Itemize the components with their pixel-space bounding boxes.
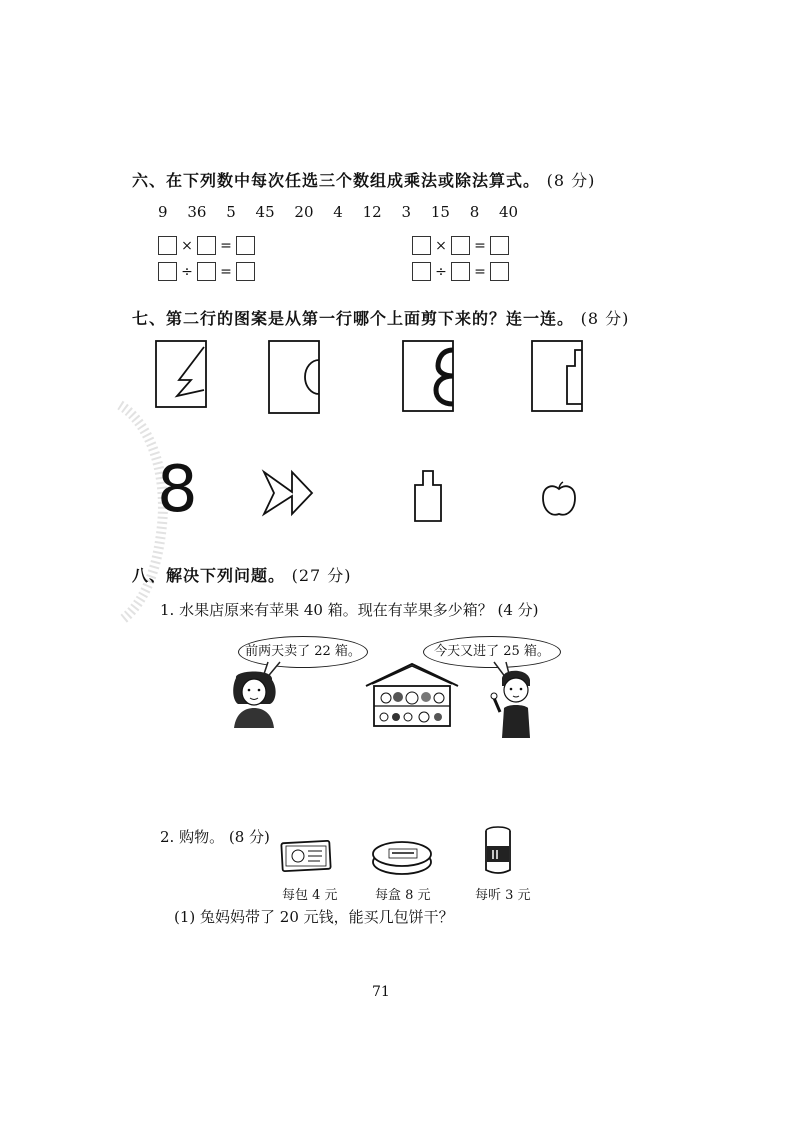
answer-box[interactable] xyxy=(451,236,470,255)
price-cookie-box: 每盒 8 元 xyxy=(375,888,431,903)
times-sign: × xyxy=(181,237,193,254)
boy-illustration xyxy=(490,668,540,740)
answer-box[interactable] xyxy=(197,262,216,281)
number-item: 12 xyxy=(362,203,382,221)
girl-illustration xyxy=(228,668,280,730)
equals-sign: = xyxy=(220,237,232,254)
speech-bubble-right-text: 今天又进了 25 箱。 xyxy=(434,644,550,659)
shape-bottle[interactable] xyxy=(413,470,443,522)
question-2 xyxy=(160,826,270,847)
drink-can-icon xyxy=(484,826,512,876)
section8-title: 八、解决下列问题。 xyxy=(132,566,286,585)
division-equation-left xyxy=(158,262,255,281)
answer-box[interactable] xyxy=(490,236,509,255)
divide-sign: ÷ xyxy=(435,263,447,280)
section8-points: (27 分) xyxy=(291,566,352,585)
question-2-points: (8 分) xyxy=(228,828,270,846)
section8-heading xyxy=(132,563,352,586)
answer-box[interactable] xyxy=(451,262,470,281)
shape-double-arrow[interactable] xyxy=(262,470,314,516)
page-number: 71 xyxy=(372,984,390,1000)
number-item: 36 xyxy=(187,203,207,221)
question-2-sub1: (1) 兔妈妈带了 20 元钱，能买几包饼干？ xyxy=(174,908,454,926)
price-biscuit: 每包 4 元 xyxy=(282,888,338,903)
section6-heading xyxy=(132,168,595,191)
section7-points: (8 分) xyxy=(580,309,630,328)
multiplication-equation-right xyxy=(412,236,509,255)
equals-sign: = xyxy=(474,237,486,254)
times-sign: × xyxy=(435,237,447,254)
number-item: 8 xyxy=(469,203,480,221)
answer-box[interactable] xyxy=(490,262,509,281)
answer-box[interactable] xyxy=(236,262,255,281)
section6-title: 六、在下列数中每次任选三个数组成乘法或除法算式。 xyxy=(132,171,541,190)
question-1 xyxy=(160,599,539,620)
number-item: 9 xyxy=(158,203,168,221)
cut-card-zigzag[interactable] xyxy=(155,340,207,408)
equals-sign: = xyxy=(220,263,232,280)
price-drink: 每听 3 元 xyxy=(475,888,531,903)
answer-box[interactable] xyxy=(197,236,216,255)
cut-card-semicircle[interactable] xyxy=(268,340,320,414)
number-item: 45 xyxy=(255,203,275,221)
answer-box[interactable] xyxy=(158,262,177,281)
cookie-box-icon xyxy=(371,838,433,876)
number-item: 20 xyxy=(294,203,314,221)
number-item: 15 xyxy=(430,203,450,221)
section7-heading xyxy=(132,306,629,329)
shape-eight[interactable]: 8 xyxy=(157,453,198,527)
question-2-title: 2. 购物。 xyxy=(160,828,225,846)
answer-box[interactable] xyxy=(236,236,255,255)
answer-box[interactable] xyxy=(158,236,177,255)
cut-card-bottle-half[interactable] xyxy=(531,340,583,412)
biscuit-pack-icon xyxy=(280,838,332,874)
divide-sign: ÷ xyxy=(181,263,193,280)
number-item: 4 xyxy=(333,203,343,221)
section7-title: 七、第二行的图案是从第一行哪个上面剪下来的？连一连。 xyxy=(132,309,575,328)
number-item: 40 xyxy=(499,203,519,221)
shape-apple[interactable] xyxy=(540,481,578,519)
fruit-shop-illustration xyxy=(364,662,460,728)
equals-sign: = xyxy=(474,263,486,280)
answer-box[interactable] xyxy=(412,236,431,255)
section6-points: (8 分) xyxy=(546,171,596,190)
speech-bubble-left-text: 前两天卖了 22 箱。 xyxy=(245,644,361,659)
cut-card-eight-half[interactable] xyxy=(402,340,454,412)
division-equation-right xyxy=(412,262,509,281)
number-item: 3 xyxy=(401,203,412,221)
number-list xyxy=(158,203,533,221)
number-item: 5 xyxy=(226,203,236,221)
answer-box[interactable] xyxy=(412,262,431,281)
multiplication-equation-left xyxy=(158,236,255,255)
question-1-text: 1. 水果店原来有苹果 40 箱。现在有苹果多少箱？ xyxy=(160,601,493,619)
question-1-points: (4 分) xyxy=(497,601,539,619)
